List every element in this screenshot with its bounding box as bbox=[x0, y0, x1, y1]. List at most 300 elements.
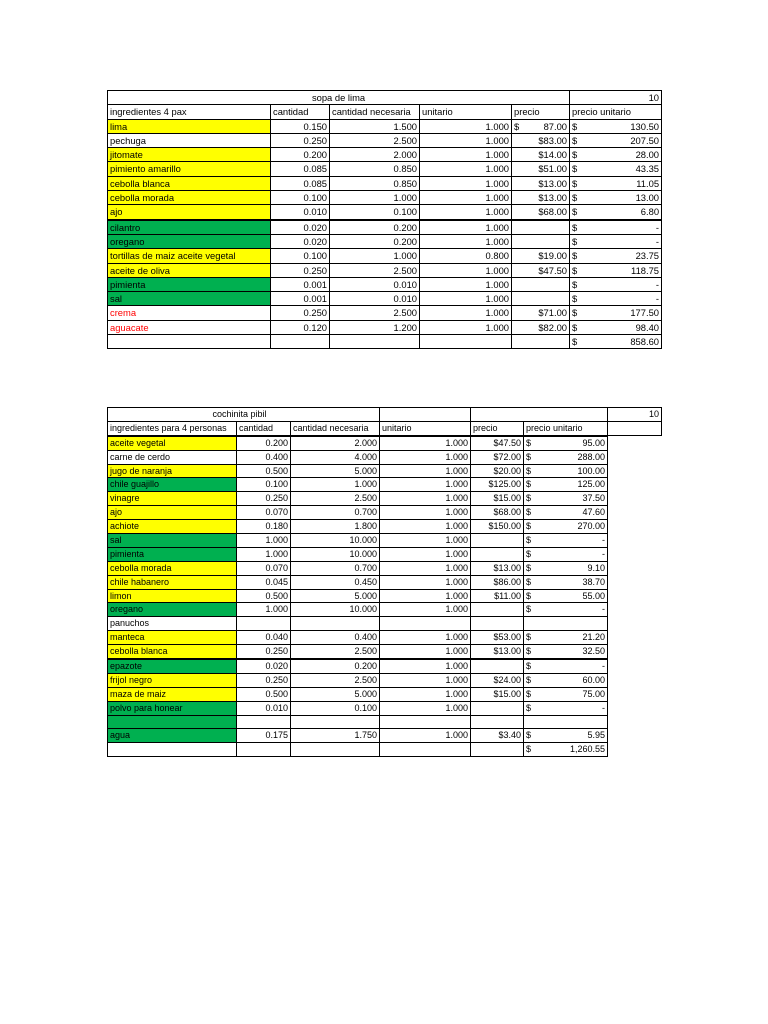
ingredient-name: cilantro bbox=[108, 220, 271, 235]
precio-cell: $47.50 bbox=[512, 263, 570, 277]
table-row bbox=[108, 436, 662, 450]
unitario-cell: 1.000 bbox=[380, 561, 471, 575]
cantidad-cell: 0.085 bbox=[271, 176, 330, 190]
precio-cell: $15.00 bbox=[471, 687, 524, 701]
currency-symbol: $ bbox=[526, 521, 532, 532]
currency-value: 11.05 bbox=[636, 177, 660, 189]
cantidad-necesaria-cell: 1.000 bbox=[291, 478, 380, 492]
table-title: sopa de lima bbox=[108, 91, 570, 105]
total-cell bbox=[570, 335, 662, 349]
blank-cell bbox=[608, 645, 662, 659]
table-row bbox=[108, 603, 662, 617]
ingredient-name: crema bbox=[108, 306, 271, 320]
table-row bbox=[108, 715, 662, 729]
cantidad-cell: 0.250 bbox=[271, 263, 330, 277]
precio-unitario-cell bbox=[524, 617, 608, 631]
header-unitario: unitario bbox=[420, 105, 512, 119]
unitario-cell: 1.000 bbox=[420, 119, 512, 133]
ingredient-name bbox=[108, 715, 237, 729]
cantidad-cell bbox=[237, 715, 291, 729]
cantidad-cell: 0.250 bbox=[237, 673, 291, 687]
currency-value: - bbox=[655, 221, 660, 233]
unitario-cell: 1.000 bbox=[380, 687, 471, 701]
currency-symbol: $ bbox=[526, 437, 532, 448]
table-row bbox=[108, 249, 662, 263]
blank-cell bbox=[608, 547, 662, 561]
ingredient-name: cebolla blanca bbox=[108, 176, 271, 190]
unitario-cell: 1.000 bbox=[420, 220, 512, 235]
currency-value: - bbox=[602, 548, 605, 559]
unitario-cell bbox=[380, 617, 471, 631]
precio-cell: $53.00 bbox=[471, 631, 524, 645]
currency-value: 98.40 bbox=[635, 321, 660, 333]
precio-unitario-cell bbox=[570, 263, 662, 277]
cantidad-necesaria-cell: 0.200 bbox=[330, 234, 420, 248]
cantidad-cell: 0.120 bbox=[271, 320, 330, 334]
cantidad-cell: 0.250 bbox=[237, 492, 291, 506]
table-row bbox=[108, 234, 662, 248]
currency-value: - bbox=[655, 278, 660, 290]
currency-symbol: $ bbox=[572, 177, 578, 189]
blank-cell bbox=[380, 743, 471, 757]
cantidad-necesaria-cell: 0.700 bbox=[291, 561, 380, 575]
ingredient-name: aguacate bbox=[108, 320, 271, 334]
currency-value: - bbox=[655, 235, 660, 247]
currency-value: 23.75 bbox=[635, 250, 660, 262]
blank-cell bbox=[108, 743, 237, 757]
cantidad-cell: 0.180 bbox=[237, 520, 291, 534]
unitario-cell: 1.000 bbox=[380, 534, 471, 548]
unitario-cell: 1.000 bbox=[380, 729, 471, 743]
cantidad-cell: 0.001 bbox=[271, 292, 330, 306]
cantidad-cell: 0.250 bbox=[271, 133, 330, 147]
cantidad-cell: 0.250 bbox=[237, 645, 291, 659]
currency-symbol: $ bbox=[526, 479, 532, 490]
cantidad-cell: 0.150 bbox=[271, 119, 330, 133]
ingredient-name: aceite vegetal bbox=[108, 436, 237, 450]
header-precio: precio bbox=[512, 105, 570, 119]
cantidad-necesaria-cell: 5.000 bbox=[291, 464, 380, 478]
ingredient-name: chile guajillo bbox=[108, 478, 237, 492]
table-row bbox=[108, 478, 662, 492]
ingredient-name: cebolla morada bbox=[108, 191, 271, 205]
currency-value: 37.50 bbox=[582, 493, 605, 504]
currency-value: - bbox=[602, 604, 605, 615]
ingredient-name: maza de maiz bbox=[108, 687, 237, 701]
title-row bbox=[108, 408, 662, 422]
table-row bbox=[108, 292, 662, 306]
ingredient-name: oregano bbox=[108, 603, 237, 617]
precio-cell: $11.00 bbox=[471, 589, 524, 603]
precio-unitario-cell bbox=[524, 701, 608, 715]
cantidad-necesaria-cell: 2.500 bbox=[330, 133, 420, 147]
precio-unitario-cell bbox=[570, 220, 662, 235]
precio-cell bbox=[471, 534, 524, 548]
table-row bbox=[108, 133, 662, 147]
precio-unitario-cell bbox=[524, 589, 608, 603]
blank-cell bbox=[608, 673, 662, 687]
table-row bbox=[108, 162, 662, 176]
header-cantidad-necesaria: cantidad necesaria bbox=[330, 105, 420, 119]
cantidad-cell: 0.500 bbox=[237, 687, 291, 701]
unitario-cell: 1.000 bbox=[380, 506, 471, 520]
precio-cell: $15.00 bbox=[471, 492, 524, 506]
cantidad-necesaria-cell: 1.500 bbox=[330, 119, 420, 133]
cantidad-cell: 1.000 bbox=[237, 534, 291, 548]
cantidad-cell: 0.040 bbox=[237, 631, 291, 645]
precio-cell: $24.00 bbox=[471, 673, 524, 687]
unitario-cell: 1.000 bbox=[380, 520, 471, 534]
ingredient-name: ajo bbox=[108, 205, 271, 220]
cantidad-cell: 0.250 bbox=[271, 306, 330, 320]
precio-unitario-cell bbox=[570, 133, 662, 147]
currency-symbol: $ bbox=[526, 548, 532, 559]
header-cantidad: cantidad bbox=[237, 421, 291, 435]
ingredient-name: cebolla blanca bbox=[108, 645, 237, 659]
blank-cell bbox=[608, 464, 662, 478]
unitario-cell: 1.000 bbox=[380, 701, 471, 715]
cantidad-necesaria-cell: 0.010 bbox=[330, 292, 420, 306]
unitario-cell: 1.000 bbox=[420, 320, 512, 334]
precio-cell: $71.00 bbox=[512, 306, 570, 320]
unitario-cell: 1.000 bbox=[420, 263, 512, 277]
currency-symbol: $ bbox=[572, 293, 578, 305]
blank-cell bbox=[330, 335, 420, 349]
ingredient-name: epazote bbox=[108, 659, 237, 673]
currency-symbol: $ bbox=[526, 507, 532, 518]
currency-value: 288.00 bbox=[577, 451, 605, 462]
unitario-cell: 1.000 bbox=[420, 234, 512, 248]
cantidad-cell: 0.010 bbox=[237, 701, 291, 715]
precio-cell: $13.00 bbox=[512, 191, 570, 205]
currency-value: 75.00 bbox=[582, 688, 605, 699]
ingredient-name: frijol negro bbox=[108, 673, 237, 687]
precio-unitario-cell bbox=[570, 162, 662, 176]
precio-unitario-cell bbox=[524, 520, 608, 534]
table-row bbox=[108, 320, 662, 334]
currency-symbol: $ bbox=[572, 307, 578, 319]
cantidad-necesaria-cell: 4.000 bbox=[291, 450, 380, 464]
currency-value: 47.60 bbox=[582, 507, 605, 518]
precio-cell: $13.00 bbox=[512, 176, 570, 190]
cantidad-necesaria-cell: 1.800 bbox=[291, 520, 380, 534]
precio-unitario-cell bbox=[524, 631, 608, 645]
blank-cell bbox=[471, 743, 524, 757]
precio-unitario-cell bbox=[570, 205, 662, 220]
currency-symbol: $ bbox=[526, 493, 532, 504]
precio-cell bbox=[471, 715, 524, 729]
currency-value: 125.00 bbox=[577, 479, 605, 490]
cantidad-cell: 0.020 bbox=[271, 220, 330, 235]
cantidad-necesaria-cell: 0.200 bbox=[330, 220, 420, 235]
precio-unitario-cell bbox=[570, 306, 662, 320]
header-precio-unitario: precio unitario bbox=[570, 105, 662, 119]
currency-value: 130.50 bbox=[630, 120, 660, 132]
blank-cell bbox=[608, 450, 662, 464]
precio-unitario-cell bbox=[524, 464, 608, 478]
ingredient-name: cebolla morada bbox=[108, 561, 237, 575]
precio-unitario-cell bbox=[524, 687, 608, 701]
cantidad-necesaria-cell bbox=[291, 715, 380, 729]
precio-unitario-cell bbox=[524, 436, 608, 450]
cantidad-necesaria-cell: 5.000 bbox=[291, 687, 380, 701]
currency-value: - bbox=[655, 293, 660, 305]
precio-cell: $86.00 bbox=[471, 575, 524, 589]
precio-cell bbox=[471, 617, 524, 631]
total-row bbox=[108, 743, 662, 757]
cantidad-necesaria-cell: 1.750 bbox=[291, 729, 380, 743]
currency-symbol: $ bbox=[572, 335, 578, 347]
currency-value: 28.00 bbox=[635, 149, 660, 161]
precio-cell: $3.40 bbox=[471, 729, 524, 743]
blank-cell bbox=[291, 743, 380, 757]
cantidad-cell: 1.000 bbox=[237, 547, 291, 561]
currency-symbol: $ bbox=[526, 465, 532, 476]
blank-cell bbox=[608, 659, 662, 673]
precio-cell: $125.00 bbox=[471, 478, 524, 492]
table-row bbox=[108, 701, 662, 715]
currency-symbol: $ bbox=[514, 120, 520, 132]
currency-value: 38.70 bbox=[582, 576, 605, 587]
cantidad-cell: 0.400 bbox=[237, 450, 291, 464]
currency-symbol: $ bbox=[572, 278, 578, 290]
cantidad-cell: 0.200 bbox=[237, 436, 291, 450]
header-cantidad-necesaria: cantidad necesaria bbox=[291, 421, 380, 435]
table-row bbox=[108, 205, 662, 220]
table-row bbox=[108, 561, 662, 575]
unitario-cell: 1.000 bbox=[380, 547, 471, 561]
unitario-cell: 1.000 bbox=[380, 659, 471, 673]
ingredient-name: vinagre bbox=[108, 492, 237, 506]
header-precio: precio bbox=[471, 421, 524, 435]
ingredient-name: tortillas de maiz aceite vegetal bbox=[108, 249, 271, 263]
cantidad-necesaria-cell: 2.500 bbox=[291, 492, 380, 506]
cantidad-necesaria-cell: 2.500 bbox=[330, 306, 420, 320]
header-row bbox=[108, 421, 662, 435]
precio-cell bbox=[512, 292, 570, 306]
blank-cell bbox=[608, 520, 662, 534]
cantidad-necesaria-cell: 10.000 bbox=[291, 547, 380, 561]
ingredient-name: oregano bbox=[108, 234, 271, 248]
precio-cell: $19.00 bbox=[512, 249, 570, 263]
precio-cell bbox=[471, 659, 524, 673]
header-unitario: unitario bbox=[380, 421, 471, 435]
cantidad-cell: 0.010 bbox=[271, 205, 330, 220]
currency-symbol: $ bbox=[526, 590, 532, 601]
cantidad-necesaria-cell: 10.000 bbox=[291, 534, 380, 548]
precio-cell bbox=[512, 119, 570, 133]
ingredient-name: pechuga bbox=[108, 133, 271, 147]
blank-cell bbox=[237, 743, 291, 757]
precio-unitario-cell bbox=[570, 119, 662, 133]
table-row bbox=[108, 464, 662, 478]
unitario-cell: 1.000 bbox=[380, 631, 471, 645]
cantidad-necesaria-cell: 0.100 bbox=[291, 701, 380, 715]
table-row bbox=[108, 589, 662, 603]
precio-unitario-cell bbox=[570, 234, 662, 248]
table-row bbox=[108, 617, 662, 631]
blank-cell bbox=[512, 335, 570, 349]
currency-symbol: $ bbox=[572, 221, 578, 233]
ingredient-name: sal bbox=[108, 534, 237, 548]
unitario-cell: 1.000 bbox=[380, 436, 471, 450]
precio-unitario-cell bbox=[570, 320, 662, 334]
title-row bbox=[108, 91, 662, 105]
cantidad-necesaria-cell: 5.000 bbox=[291, 589, 380, 603]
blank-cell bbox=[608, 575, 662, 589]
unitario-cell: 0.800 bbox=[420, 249, 512, 263]
unitario-cell: 1.000 bbox=[420, 191, 512, 205]
cantidad-cell: 0.100 bbox=[237, 478, 291, 492]
ingredient-name: ajo bbox=[108, 506, 237, 520]
blank-cell bbox=[608, 478, 662, 492]
precio-cell: $150.00 bbox=[471, 520, 524, 534]
blank-cell bbox=[471, 408, 608, 422]
currency-symbol: $ bbox=[572, 149, 578, 161]
currency-symbol: $ bbox=[526, 632, 532, 643]
table-row bbox=[108, 547, 662, 561]
unitario-cell: 1.000 bbox=[420, 292, 512, 306]
precio-unitario-cell bbox=[524, 673, 608, 687]
unitario-cell: 1.000 bbox=[380, 575, 471, 589]
table-row bbox=[108, 263, 662, 277]
cantidad-cell: 0.070 bbox=[237, 561, 291, 575]
currency-value: - bbox=[602, 702, 605, 713]
currency-value: 6.80 bbox=[640, 206, 660, 218]
table-row bbox=[108, 534, 662, 548]
currency-value: 207.50 bbox=[630, 134, 660, 146]
precio-unitario-cell bbox=[524, 603, 608, 617]
blank-cell bbox=[608, 492, 662, 506]
blank-cell bbox=[608, 617, 662, 631]
cantidad-necesaria-cell: 0.010 bbox=[330, 277, 420, 291]
ingredient-name: pimiento amarillo bbox=[108, 162, 271, 176]
cantidad-cell: 0.020 bbox=[271, 234, 330, 248]
header-ingredientes: ingredientes para 4 personas bbox=[108, 421, 237, 435]
precio-cell bbox=[471, 547, 524, 561]
cantidad-cell: 0.500 bbox=[237, 464, 291, 478]
cantidad-necesaria-cell: 0.400 bbox=[291, 631, 380, 645]
cantidad-necesaria-cell bbox=[291, 617, 380, 631]
table-row bbox=[108, 520, 662, 534]
blank-cell bbox=[608, 715, 662, 729]
precio-cell: $51.00 bbox=[512, 162, 570, 176]
ingredient-name: pimienta bbox=[108, 547, 237, 561]
currency-value: 87.00 bbox=[543, 120, 568, 132]
servings-value: 10 bbox=[608, 408, 662, 422]
currency-symbol: $ bbox=[526, 646, 532, 657]
blank-cell bbox=[608, 421, 662, 435]
cantidad-cell: 0.500 bbox=[237, 589, 291, 603]
header-cantidad: cantidad bbox=[271, 105, 330, 119]
ingredient-name: panuchos bbox=[108, 617, 237, 631]
unitario-cell: 1.000 bbox=[420, 133, 512, 147]
cantidad-necesaria-cell: 0.850 bbox=[330, 176, 420, 190]
cantidad-cell: 0.175 bbox=[237, 729, 291, 743]
blank-cell bbox=[608, 631, 662, 645]
currency-symbol: $ bbox=[572, 235, 578, 247]
cantidad-cell: 0.001 bbox=[271, 277, 330, 291]
currency-symbol: $ bbox=[526, 674, 532, 685]
table-row bbox=[108, 450, 662, 464]
precio-cell bbox=[512, 220, 570, 235]
unitario-cell: 1.000 bbox=[380, 464, 471, 478]
currency-symbol: $ bbox=[526, 576, 532, 587]
precio-unitario-cell bbox=[524, 645, 608, 659]
table-row bbox=[108, 506, 662, 520]
precio-unitario-cell bbox=[570, 148, 662, 162]
unitario-cell: 1.000 bbox=[380, 645, 471, 659]
table-row bbox=[108, 687, 662, 701]
currency-symbol: $ bbox=[526, 688, 532, 699]
blank-cell bbox=[608, 729, 662, 743]
cantidad-cell bbox=[237, 617, 291, 631]
table-row bbox=[108, 729, 662, 743]
currency-symbol: $ bbox=[572, 192, 578, 204]
unitario-cell: 1.000 bbox=[380, 450, 471, 464]
currency-value: 858.60 bbox=[630, 335, 660, 347]
precio-unitario-cell bbox=[524, 478, 608, 492]
total-cell bbox=[524, 743, 608, 757]
blank-cell bbox=[608, 589, 662, 603]
precio-unitario-cell bbox=[570, 191, 662, 205]
cantidad-necesaria-cell: 1.000 bbox=[330, 191, 420, 205]
table-row bbox=[108, 220, 662, 235]
table-row bbox=[108, 191, 662, 205]
cantidad-necesaria-cell: 0.100 bbox=[330, 205, 420, 220]
ingredient-name: polvo para honear bbox=[108, 701, 237, 715]
precio-unitario-cell bbox=[570, 176, 662, 190]
cantidad-necesaria-cell: 1.200 bbox=[330, 320, 420, 334]
header-ingredientes: ingredientes 4 pax bbox=[108, 105, 271, 119]
cantidad-necesaria-cell: 2.000 bbox=[330, 148, 420, 162]
precio-cell bbox=[512, 277, 570, 291]
blank-cell bbox=[608, 506, 662, 520]
precio-cell: $14.00 bbox=[512, 148, 570, 162]
blank-cell bbox=[608, 534, 662, 548]
currency-symbol: $ bbox=[526, 562, 532, 573]
table-title: cochinita pibil bbox=[108, 408, 380, 422]
unitario-cell: 1.000 bbox=[380, 673, 471, 687]
cantidad-cell: 0.045 bbox=[237, 575, 291, 589]
unitario-cell: 1.000 bbox=[420, 277, 512, 291]
ingredient-name: manteca bbox=[108, 631, 237, 645]
ingredient-name: carne de cerdo bbox=[108, 450, 237, 464]
currency-symbol: $ bbox=[526, 451, 532, 462]
blank-cell bbox=[108, 335, 271, 349]
precio-cell: $83.00 bbox=[512, 133, 570, 147]
unitario-cell: 1.000 bbox=[380, 478, 471, 492]
cantidad-necesaria-cell: 2.000 bbox=[291, 436, 380, 450]
table-row bbox=[108, 575, 662, 589]
cantidad-cell: 0.100 bbox=[271, 191, 330, 205]
currency-value: 32.50 bbox=[582, 646, 605, 657]
table-row bbox=[108, 659, 662, 673]
header-row bbox=[108, 105, 662, 119]
sopa-de-lima-table bbox=[107, 90, 662, 349]
cantidad-necesaria-cell: 0.200 bbox=[291, 659, 380, 673]
unitario-cell: 1.000 bbox=[380, 589, 471, 603]
precio-cell: $13.00 bbox=[471, 645, 524, 659]
currency-symbol: $ bbox=[526, 660, 532, 671]
cantidad-necesaria-cell: 0.450 bbox=[291, 575, 380, 589]
currency-symbol: $ bbox=[526, 744, 532, 755]
total-row bbox=[108, 335, 662, 349]
currency-value: - bbox=[602, 660, 605, 671]
ingredient-name: aceite de oliva bbox=[108, 263, 271, 277]
blank-cell bbox=[271, 335, 330, 349]
precio-unitario-cell bbox=[570, 277, 662, 291]
